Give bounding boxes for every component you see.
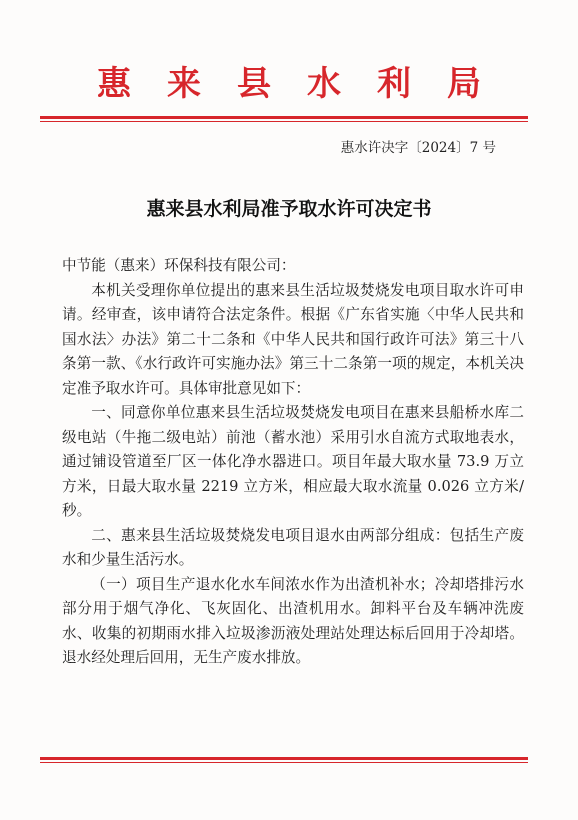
footer-rule-thick bbox=[40, 757, 528, 760]
paragraph-intro: 本机关受理你单位提出的惠来县生活垃圾焚烧发电项目取水许可申请。经审查，该申请符合法定条件。根据《广东省实施〈中华人民共和国水法〉办法》第二十二条和《中华人民共和国行政许可法》第三十八条第一款、《水行政许可实施办法》第三十二条第一项的规定，本机关决定准予取水许可。具体审批意见如下： bbox=[62, 281, 524, 397]
header-rule-thin bbox=[40, 121, 528, 122]
document-body bbox=[62, 254, 524, 671]
document-title: 惠来县水利局准予取水许可决定书 bbox=[146, 198, 432, 220]
paragraph-item-2: 二、惠来县生活垃圾焚烧发电项目退水由两部分组成：包括生产废水和少量生活污水。 bbox=[62, 526, 524, 568]
paragraph-item-2-1: （一）项目生产退水化水车间浓水作为出渣机补水；冷却塔排污水部分用于烟气净化、飞灰固化、出渣机用水。卸料平台及车辆冲洗废水、收集的初期雨水排入垃圾渗沥液处理站处理达标后回用于冷却塔。退水经处理后回用，无生产废水排放。 bbox=[62, 575, 524, 666]
paragraph-item-1: 一、同意你单位惠来县生活垃圾焚烧发电项目在惠来县船桥水库二级电站（牛拖二级电站）前池（蓄水池）采用引水自流方式取地表水，通过铺设管道至厂区一体化净水器进口。项目年最大取水量 73.9 万立方米，日最大取水量 2219 立方米，相应最大取水流量 0.026 立方米/秒。 bbox=[62, 404, 524, 519]
footer-rule-thin bbox=[40, 762, 528, 763]
document-number: 惠水许决字〔2024〕7 号 bbox=[340, 140, 496, 156]
addressee: 中节能（惠来）环保科技有限公司： bbox=[62, 257, 296, 274]
agency-letterhead: 惠来县水利局 bbox=[97, 64, 517, 104]
header-rule-thick bbox=[40, 116, 528, 119]
